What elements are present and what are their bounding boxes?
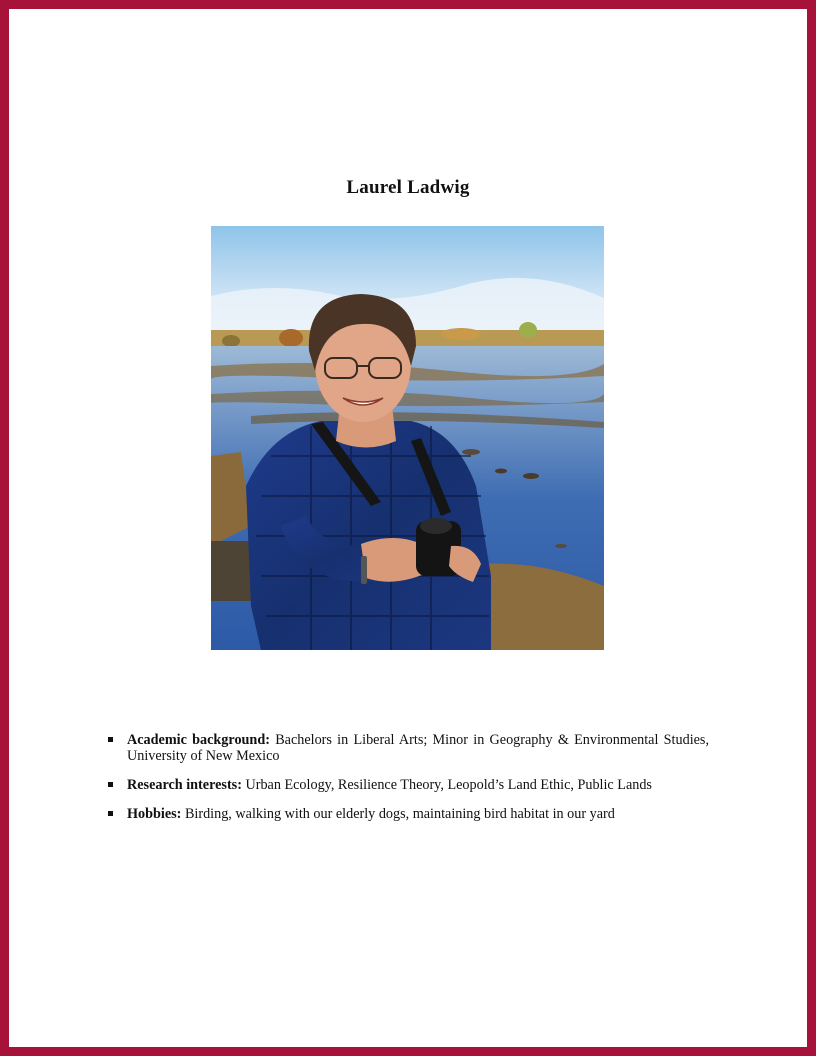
list-item-label: Research interests: (127, 777, 242, 793)
portrait-photo (211, 226, 604, 650)
bullet-square-icon (108, 811, 113, 816)
portrait-photo-icon (211, 226, 604, 650)
list-item-label: Hobbies: (127, 806, 182, 822)
list-item-text: Birding, walking with our elderly dogs, maintaining bird habitat in our yard (184, 806, 615, 822)
page-title: Laurel Ladwig (346, 177, 470, 198)
bullet-square-icon (108, 737, 113, 742)
bullet-square-icon (108, 782, 113, 787)
list-item-academic-background (107, 732, 709, 764)
list-item-label: Academic background: (127, 732, 270, 748)
list-item-text: Urban Ecology, Resilience Theory, Leopold’s Land Ethic, Public Lands (245, 777, 652, 793)
info-list (107, 732, 709, 835)
list-item-hobbies (107, 806, 709, 822)
list-item-research-interests (107, 777, 709, 793)
list-item-text: Bachelors in Liberal Arts; Minor in Geography & Environmental Studies, University of New Mexico (127, 732, 709, 764)
